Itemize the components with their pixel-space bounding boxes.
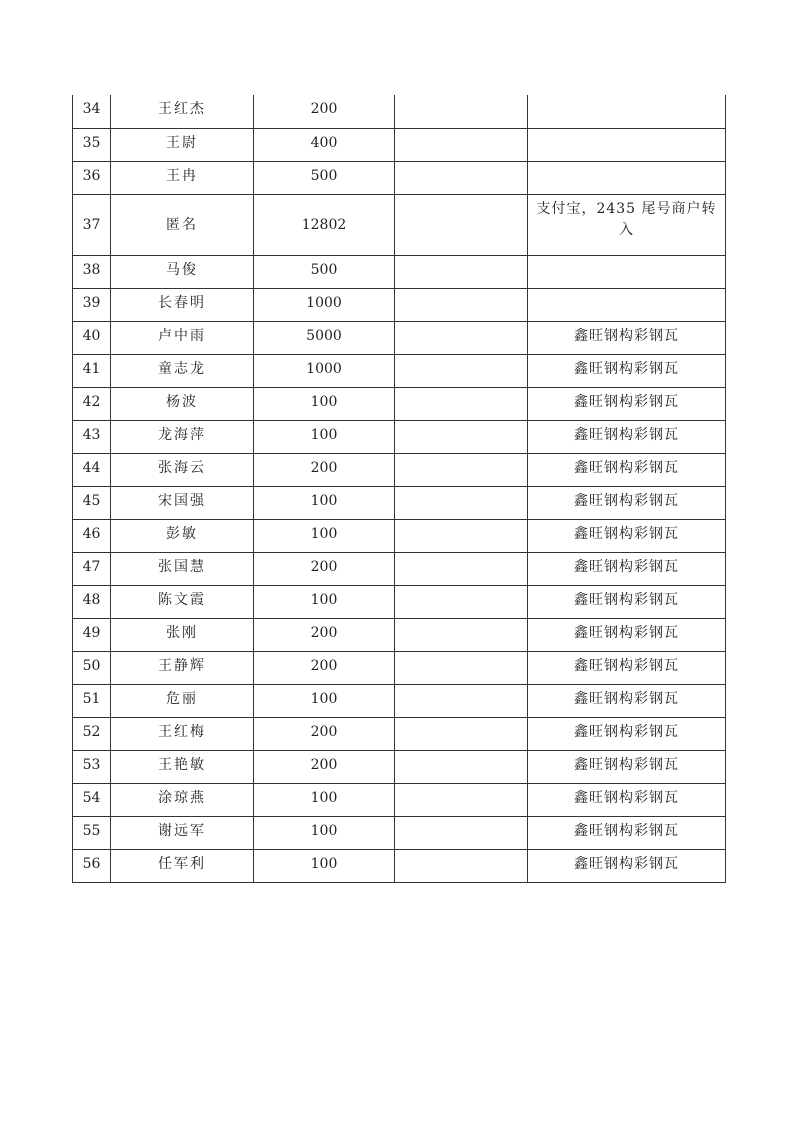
donor-name-cell: 王尉 (111, 128, 254, 161)
note-cell (528, 161, 726, 194)
row-number-cell: 47 (73, 552, 111, 585)
row-number-cell: 35 (73, 128, 111, 161)
empty-cell (395, 585, 528, 618)
table-row (73, 519, 726, 552)
donor-name-cell: 龙海萍 (111, 420, 254, 453)
table-row (73, 420, 726, 453)
amount-cell: 5000 (254, 321, 395, 354)
row-number-cell: 52 (73, 717, 111, 750)
empty-cell (395, 95, 528, 128)
row-number-cell: 51 (73, 684, 111, 717)
empty-cell (395, 161, 528, 194)
table-row (73, 849, 726, 882)
row-number-cell: 41 (73, 354, 111, 387)
empty-cell (395, 552, 528, 585)
row-number-cell: 56 (73, 849, 111, 882)
donor-name-cell: 童志龙 (111, 354, 254, 387)
amount-cell: 200 (254, 717, 395, 750)
note-cell: 鑫旺钢构彩钢瓦 (528, 486, 726, 519)
amount-cell: 500 (254, 161, 395, 194)
row-number-cell: 55 (73, 816, 111, 849)
row-number-cell: 50 (73, 651, 111, 684)
row-number-cell: 46 (73, 519, 111, 552)
donor-name-cell: 涂琼燕 (111, 783, 254, 816)
note-cell: 鑫旺钢构彩钢瓦 (528, 651, 726, 684)
amount-cell: 100 (254, 783, 395, 816)
table-row (73, 128, 726, 161)
note-cell (528, 128, 726, 161)
amount-cell: 12802 (254, 194, 395, 255)
donor-name-cell: 任军利 (111, 849, 254, 882)
donor-name-cell: 杨波 (111, 387, 254, 420)
empty-cell (395, 783, 528, 816)
table-row (73, 354, 726, 387)
amount-cell: 500 (254, 255, 395, 288)
amount-cell: 200 (254, 95, 395, 128)
table-row (73, 194, 726, 255)
empty-cell (395, 849, 528, 882)
row-number-cell: 37 (73, 194, 111, 255)
table-row (73, 651, 726, 684)
note-cell: 鑫旺钢构彩钢瓦 (528, 585, 726, 618)
empty-cell (395, 486, 528, 519)
note-cell (528, 255, 726, 288)
amount-cell: 100 (254, 816, 395, 849)
empty-cell (395, 288, 528, 321)
table-row (73, 387, 726, 420)
empty-cell (395, 128, 528, 161)
table-row (73, 552, 726, 585)
donor-name-cell: 王艳敏 (111, 750, 254, 783)
table-row (73, 783, 726, 816)
note-cell: 鑫旺钢构彩钢瓦 (528, 453, 726, 486)
amount-cell: 100 (254, 849, 395, 882)
donor-name-cell: 谢远军 (111, 816, 254, 849)
row-number-cell: 44 (73, 453, 111, 486)
amount-cell: 200 (254, 552, 395, 585)
empty-cell (395, 618, 528, 651)
row-number-cell: 53 (73, 750, 111, 783)
amount-cell: 1000 (254, 354, 395, 387)
table-row (73, 321, 726, 354)
amount-cell: 100 (254, 486, 395, 519)
row-number-cell: 49 (73, 618, 111, 651)
note-cell: 鑫旺钢构彩钢瓦 (528, 618, 726, 651)
empty-cell (395, 816, 528, 849)
empty-cell (395, 453, 528, 486)
donor-name-cell: 卢中雨 (111, 321, 254, 354)
table-row (73, 486, 726, 519)
table-row (73, 717, 726, 750)
amount-cell: 100 (254, 387, 395, 420)
row-number-cell: 45 (73, 486, 111, 519)
amount-cell: 200 (254, 618, 395, 651)
amount-cell: 100 (254, 519, 395, 552)
note-cell (528, 288, 726, 321)
amount-cell: 100 (254, 684, 395, 717)
row-number-cell: 34 (73, 95, 111, 128)
note-cell: 支付宝，2435 尾号商户转入 (528, 194, 726, 255)
donor-name-cell: 张海云 (111, 453, 254, 486)
table-row (73, 453, 726, 486)
note-cell: 鑫旺钢构彩钢瓦 (528, 750, 726, 783)
donor-name-cell: 张刚 (111, 618, 254, 651)
donor-name-cell: 张国慧 (111, 552, 254, 585)
note-cell: 鑫旺钢构彩钢瓦 (528, 717, 726, 750)
donor-name-cell: 长春明 (111, 288, 254, 321)
note-cell: 鑫旺钢构彩钢瓦 (528, 420, 726, 453)
note-cell: 鑫旺钢构彩钢瓦 (528, 519, 726, 552)
donation-table (72, 95, 726, 883)
empty-cell (395, 194, 528, 255)
table-row (73, 255, 726, 288)
table-row (73, 816, 726, 849)
donor-name-cell: 彭敏 (111, 519, 254, 552)
table-row (73, 95, 726, 128)
empty-cell (395, 255, 528, 288)
row-number-cell: 36 (73, 161, 111, 194)
note-cell: 鑫旺钢构彩钢瓦 (528, 849, 726, 882)
empty-cell (395, 387, 528, 420)
amount-cell: 400 (254, 128, 395, 161)
amount-cell: 1000 (254, 288, 395, 321)
empty-cell (395, 321, 528, 354)
donor-name-cell: 宋国强 (111, 486, 254, 519)
row-number-cell: 43 (73, 420, 111, 453)
donor-name-cell: 马俊 (111, 255, 254, 288)
empty-cell (395, 750, 528, 783)
donor-name-cell: 陈文霞 (111, 585, 254, 618)
row-number-cell: 39 (73, 288, 111, 321)
amount-cell: 200 (254, 651, 395, 684)
donor-name-cell: 王红杰 (111, 95, 254, 128)
donor-name-cell: 王冉 (111, 161, 254, 194)
donor-name-cell: 王静辉 (111, 651, 254, 684)
table-row (73, 684, 726, 717)
table-row (73, 618, 726, 651)
note-cell: 鑫旺钢构彩钢瓦 (528, 354, 726, 387)
table-row (73, 750, 726, 783)
empty-cell (395, 519, 528, 552)
table-row (73, 161, 726, 194)
note-cell: 鑫旺钢构彩钢瓦 (528, 321, 726, 354)
amount-cell: 200 (254, 453, 395, 486)
donor-name-cell: 王红梅 (111, 717, 254, 750)
note-cell: 鑫旺钢构彩钢瓦 (528, 816, 726, 849)
donor-name-cell: 匿名 (111, 194, 254, 255)
amount-cell: 100 (254, 420, 395, 453)
empty-cell (395, 684, 528, 717)
empty-cell (395, 717, 528, 750)
empty-cell (395, 354, 528, 387)
note-cell (528, 95, 726, 128)
amount-cell: 100 (254, 585, 395, 618)
note-cell: 鑫旺钢构彩钢瓦 (528, 552, 726, 585)
table-row (73, 288, 726, 321)
row-number-cell: 48 (73, 585, 111, 618)
note-cell: 鑫旺钢构彩钢瓦 (528, 684, 726, 717)
row-number-cell: 40 (73, 321, 111, 354)
donor-name-cell: 危丽 (111, 684, 254, 717)
row-number-cell: 42 (73, 387, 111, 420)
note-cell: 鑫旺钢构彩钢瓦 (528, 783, 726, 816)
table-row (73, 585, 726, 618)
donation-table-body (73, 95, 726, 882)
row-number-cell: 54 (73, 783, 111, 816)
empty-cell (395, 651, 528, 684)
empty-cell (395, 420, 528, 453)
amount-cell: 200 (254, 750, 395, 783)
row-number-cell: 38 (73, 255, 111, 288)
note-cell: 鑫旺钢构彩钢瓦 (528, 387, 726, 420)
